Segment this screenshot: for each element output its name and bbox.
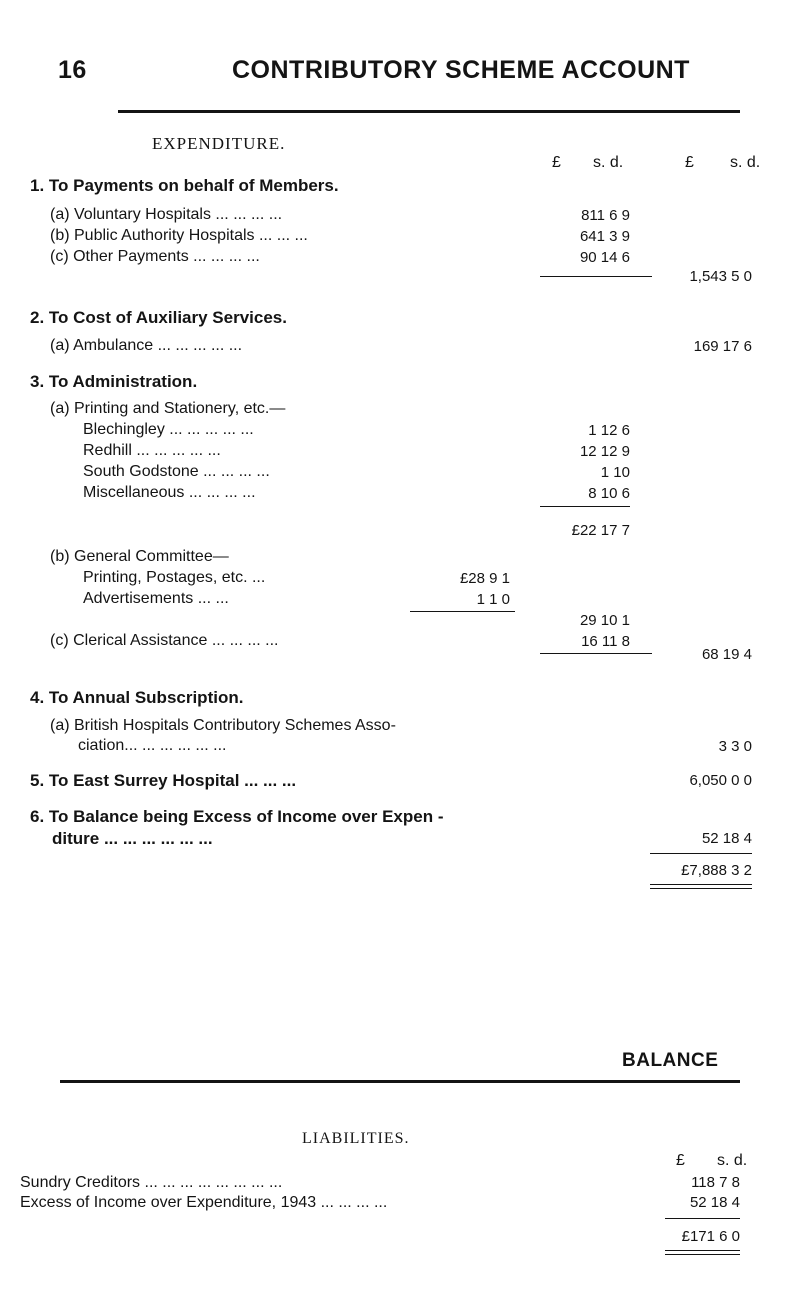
line-item-amount: 16 11 8 — [581, 633, 630, 650]
section-heading: 3. To Administration. — [30, 372, 198, 391]
subtotal-rule — [410, 611, 515, 612]
liability-amount: 118 7 8 — [691, 1174, 740, 1191]
section-heading: 6. To Balance being Excess of Income over Expen - — [30, 807, 444, 826]
liability-label: Sundry Creditors ... ... ... ... ... ... ... ... — [20, 1174, 283, 1191]
section-heading: 4. To Annual Subscription. — [30, 688, 244, 707]
section-heading: 1. To Payments on behalf of Members. — [30, 176, 339, 195]
subsection-label: (b) General Committee— — [50, 548, 229, 565]
section-heading: diture ... ... ... ... ... ... — [52, 829, 213, 848]
total-rule — [650, 853, 752, 854]
subtotal-rule — [540, 653, 652, 654]
col-label-pound: £ — [676, 1152, 685, 1169]
line-item-label: (c) Other Payments ... ... ... ... — [50, 248, 260, 265]
line-item-amount: 811 6 9 — [581, 207, 630, 224]
double-rule-bottom — [665, 1254, 740, 1255]
page-title: CONTRIBUTORY SCHEME ACCOUNT — [232, 56, 690, 84]
line-item-label: (a) Voluntary Hospitals ... ... ... ... — [50, 206, 283, 223]
col-label-sd: s. d. — [717, 1152, 748, 1169]
liability-amount: 52 18 4 — [689, 1194, 740, 1211]
liabilities-total: £171 6 0 — [681, 1228, 740, 1245]
section-total: 68 19 4 — [701, 646, 752, 663]
col-label-sd: s. d. — [593, 154, 624, 171]
line-item-label: (a) British Hospitals Contributory Schemes Asso- — [50, 717, 396, 734]
subsection-label: (c) Clerical Assistance ... ... ... ... — [50, 632, 279, 649]
line-item-amount: £28 9 1 — [459, 570, 510, 587]
section-total: 1,543 5 0 — [689, 268, 752, 285]
col-label-pound: £ — [552, 154, 561, 171]
line-item-amount: 1 1 0 — [476, 591, 510, 608]
header-rule — [118, 110, 740, 113]
col-label-pound: £ — [685, 154, 694, 171]
line-item-label: South Godstone ... ... ... ... — [83, 463, 270, 480]
line-item-label: Redhill ... ... ... ... ... — [83, 442, 221, 459]
section-total: 52 18 4 — [701, 830, 752, 847]
subtotal-amount: 29 10 1 — [579, 612, 630, 629]
subsection-label: (a) Printing and Stationery, etc.— — [50, 400, 286, 417]
line-item-amount: 641 3 9 — [579, 228, 630, 245]
total-rule — [665, 1218, 740, 1219]
line-item-amount: 90 14 6 — [579, 249, 630, 266]
section-total: 3 3 0 — [718, 738, 752, 755]
section-total: 169 17 6 — [693, 338, 752, 355]
grand-total: £7,888 3 2 — [681, 862, 752, 879]
subtotal-rule — [540, 506, 630, 507]
section-heading: 5. To East Surrey Hospital ... ... ... — [30, 771, 297, 790]
balance-rule — [60, 1080, 740, 1083]
page-number: 16 — [58, 56, 87, 84]
line-item-label: Miscellaneous ... ... ... ... — [83, 484, 256, 501]
section-total: 6,050 0 0 — [689, 772, 752, 789]
line-item-amount: 1 12 6 — [588, 422, 630, 439]
line-item-amount: 12 12 9 — [579, 443, 630, 460]
liability-label: Excess of Income over Expenditure, 1943 ... ... ... ... — [20, 1194, 388, 1211]
section-heading: 2. To Cost of Auxiliary Services. — [30, 308, 287, 327]
line-item-label: ciation... ... ... ... ... ... — [78, 737, 227, 754]
line-item-label: (b) Public Authority Hospitals ... ... ... — [50, 227, 308, 244]
balance-heading: BALANCE — [622, 1050, 719, 1071]
col-label-sd: s. d. — [730, 154, 761, 171]
line-item-label: Blechingley ... ... ... ... ... — [83, 421, 254, 438]
line-item-amount: 8 10 6 — [588, 485, 630, 502]
expenditure-heading: EXPENDITURE. — [152, 134, 286, 153]
line-item-amount: 1 10 — [600, 464, 630, 481]
double-rule-top — [650, 884, 752, 885]
double-rule-bottom — [650, 888, 752, 889]
subtotal-amount: £22 17 7 — [571, 522, 630, 539]
double-rule-top — [665, 1250, 740, 1251]
line-item-label: Printing, Postages, etc. ... — [83, 569, 266, 586]
liabilities-heading: LIABILITIES. — [302, 1130, 410, 1147]
line-item-label: Advertisements ... ... — [83, 590, 229, 607]
subtotal-rule — [540, 276, 652, 277]
line-item-label: (a) Ambulance ... ... ... ... ... — [50, 337, 243, 354]
